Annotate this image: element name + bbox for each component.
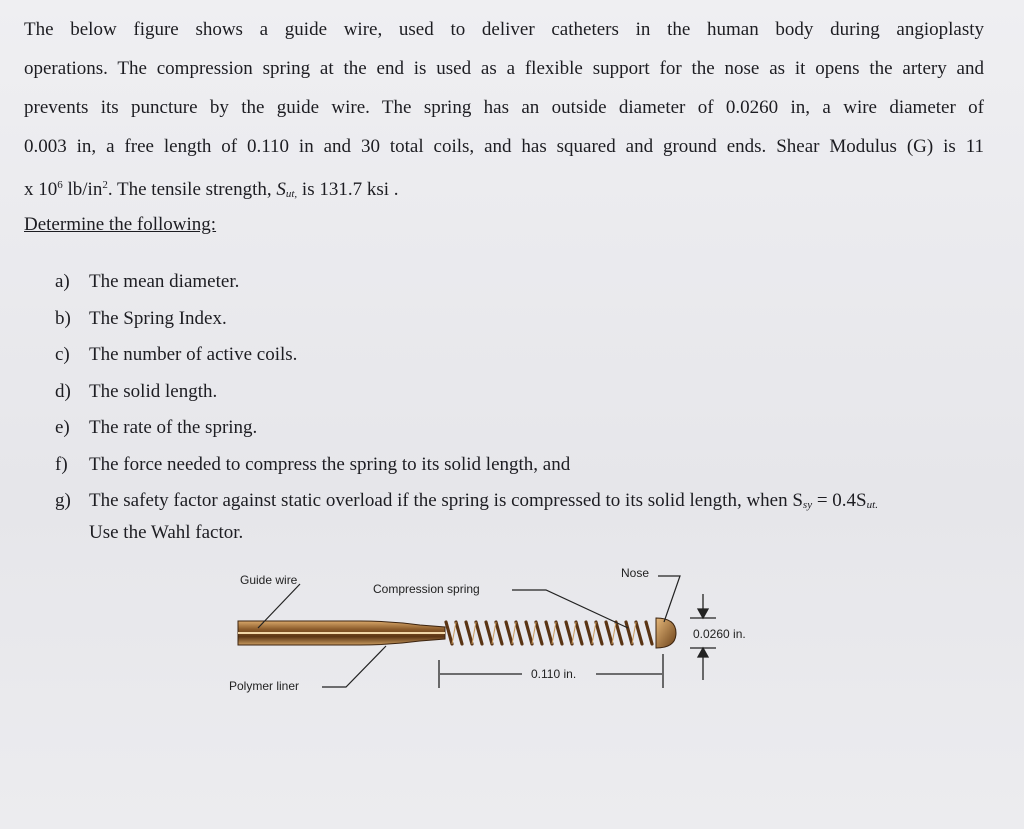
liner-leader [322, 646, 386, 687]
nose-label: Nose [621, 566, 650, 580]
question-d: d) The solid length. [55, 380, 218, 402]
statement-line: The below figure shows a guide wire, used to deliver catheters in the human body during angioplasty [24, 19, 984, 40]
guide-wire-label: Guide wire [240, 573, 298, 587]
section-heading: Determine the following: [24, 214, 217, 235]
question-b: b) The Spring Index. [55, 307, 227, 329]
statement-line: operations. The compression spring at the end is used as a flexible support for the nose as it opens the artery and [24, 58, 984, 79]
polymer-liner-label: Polymer liner [229, 679, 300, 693]
question-g-continued: Use the Wahl factor. [89, 522, 244, 543]
length-label: 0.110 in. [531, 667, 577, 681]
question-f: f) The force needed to compress the spring to its solid length, and [55, 453, 571, 475]
statement-line-last: x $10^6$ $lb/in^2$. The tensile strength, Sut, is 131.7 ksi . [24, 179, 399, 200]
statement-line: 0.003 in, a free length of 0.110 in and 30 total coils, and has squared and ground ends. Shear Modulus (G) is 11 [24, 136, 984, 157]
spring-leader [512, 590, 628, 628]
question-g: g) The safety factor against static overload if the spring is compressed to its solid length, when Ssy = 0.4Sut. [55, 490, 878, 511]
compression-spring-label: Compression spring [373, 582, 480, 596]
question-c: c) The number of active coils. [55, 344, 298, 365]
statement-line: prevents its puncture by the guide wire. The spring has an outside diameter of 0.0260 in, a wire diameter of [24, 97, 984, 118]
question-e: e) The rate of the spring. [55, 417, 258, 438]
nose-leader [658, 576, 680, 622]
diameter-label: 0.0260 in. [693, 627, 746, 641]
nose-tip [656, 618, 676, 648]
question-a: a) The mean diameter. [55, 271, 240, 292]
